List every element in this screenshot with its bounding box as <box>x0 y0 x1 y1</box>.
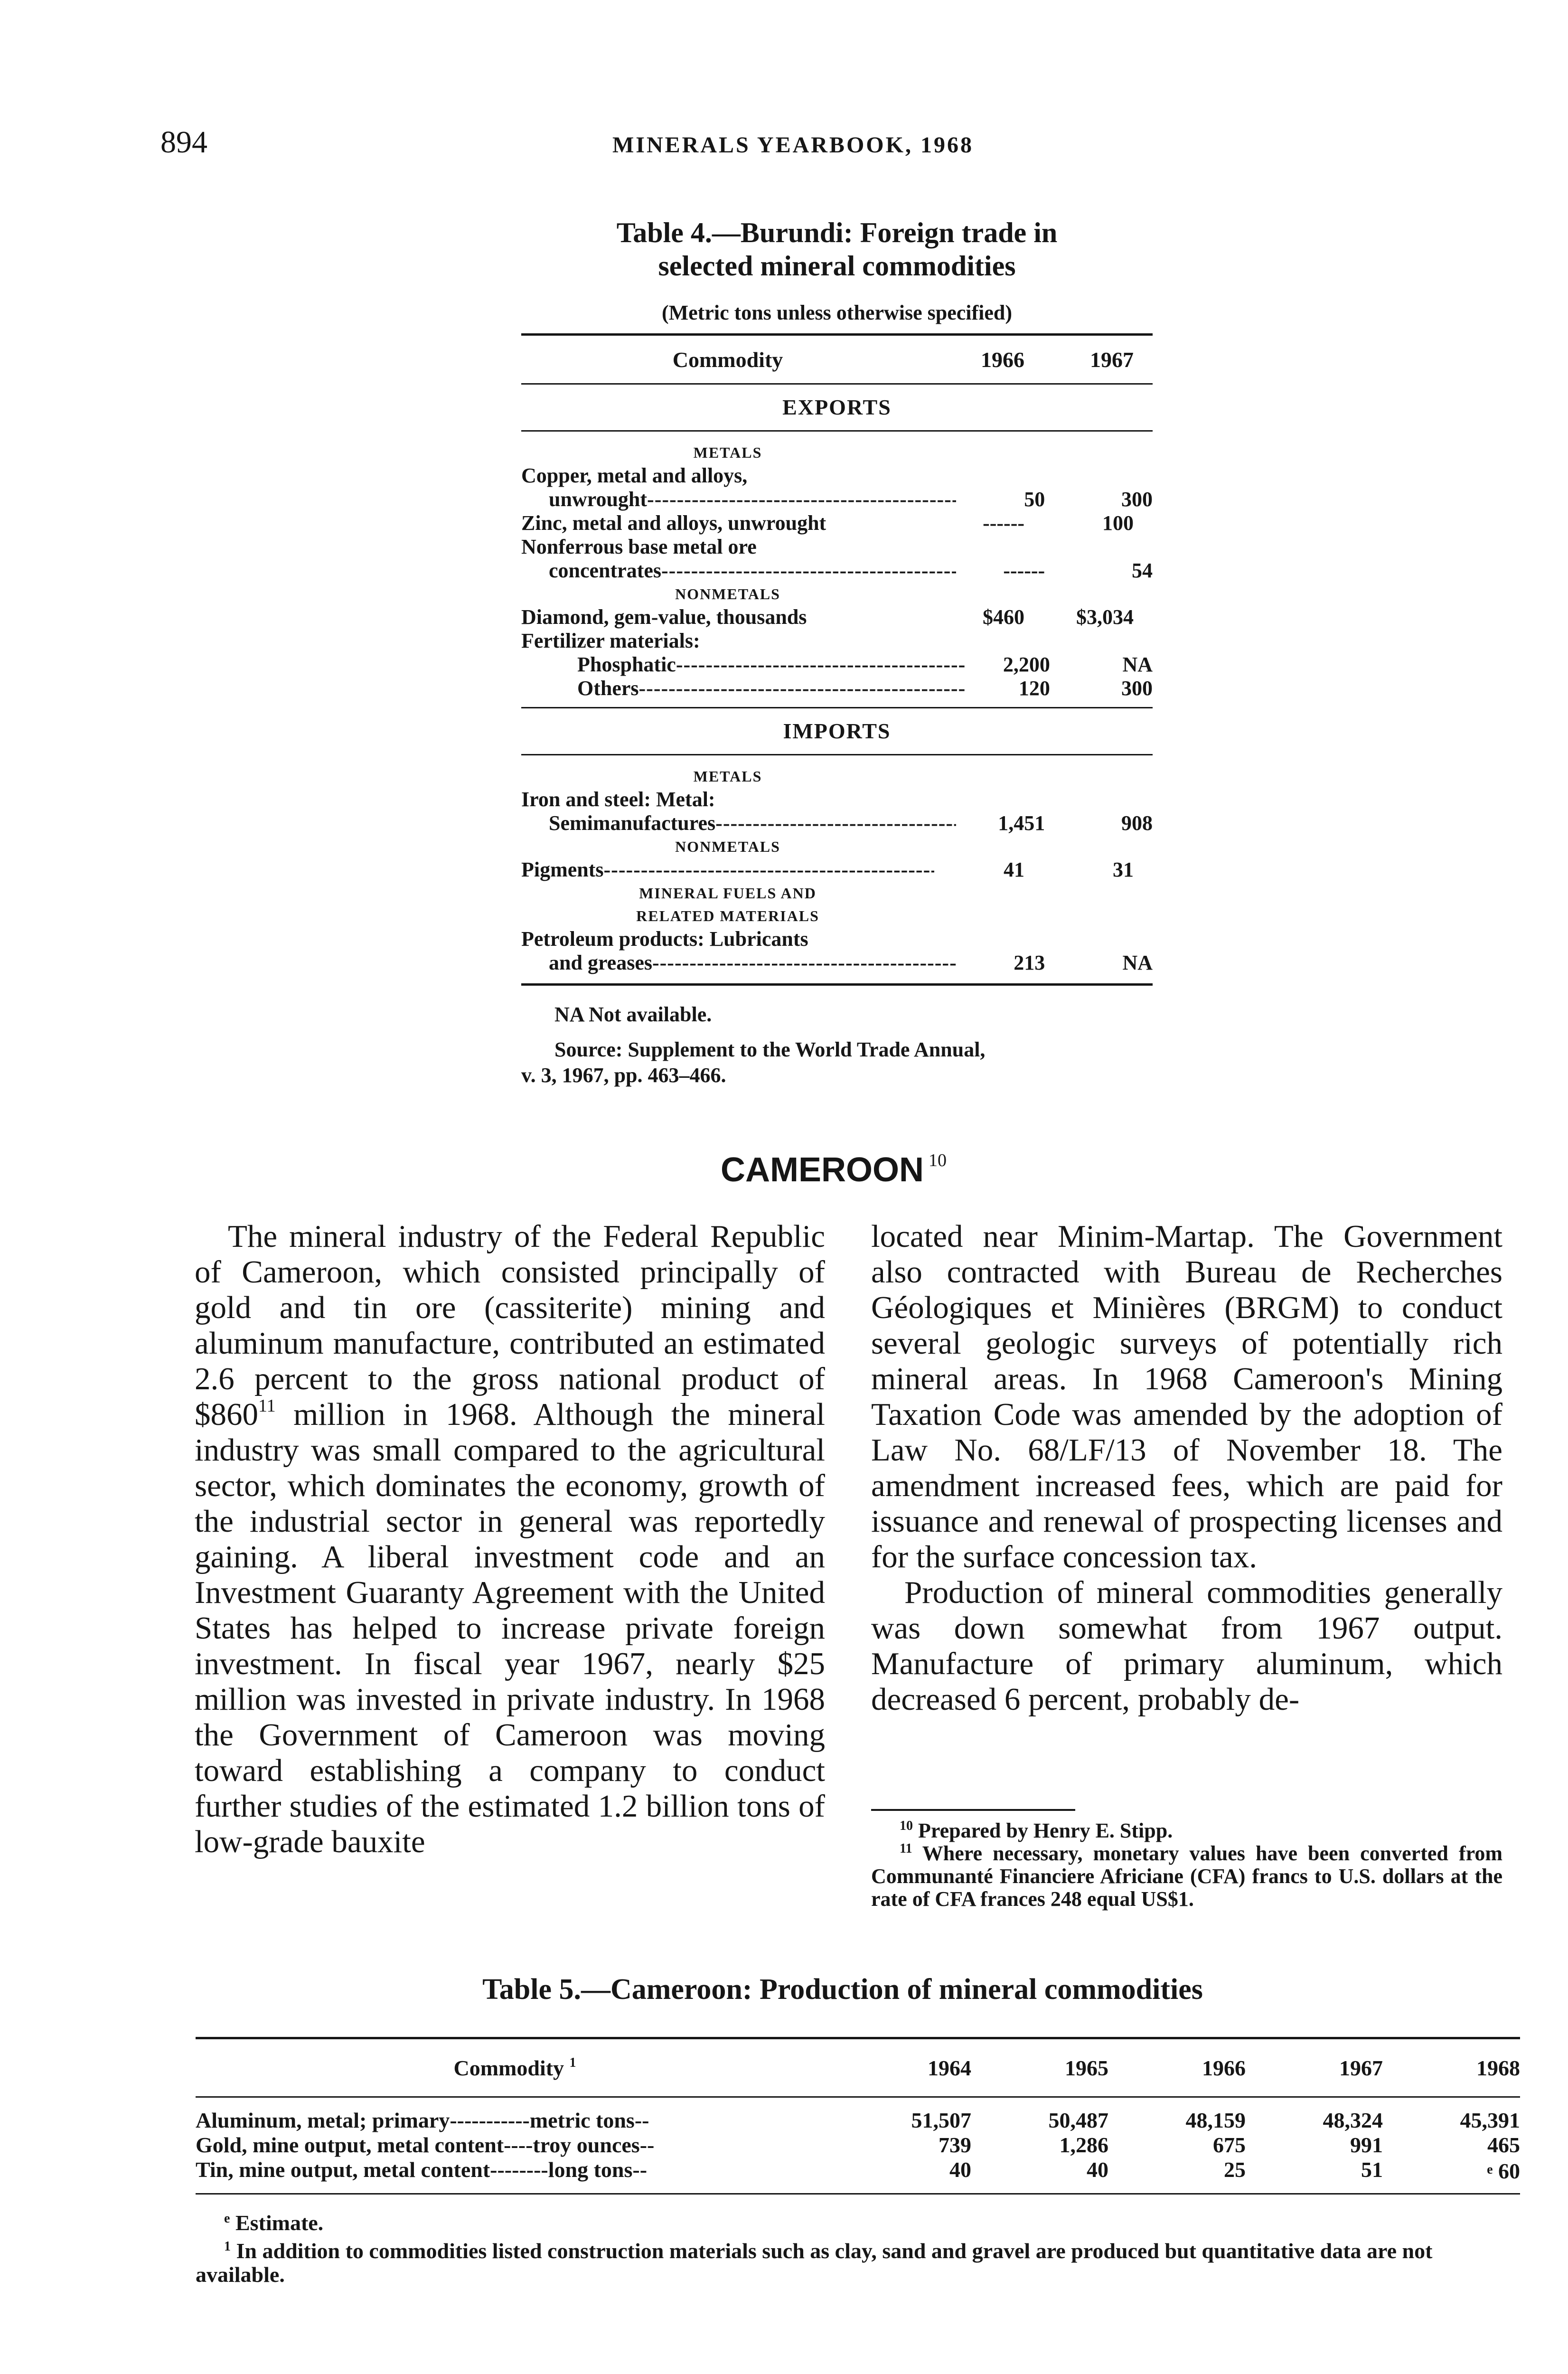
cell-1966: 2,200 <box>1003 653 1050 676</box>
table-row <box>521 811 1153 835</box>
leader-dots <box>647 488 956 511</box>
cell-value: 50,487 <box>1048 2108 1108 2132</box>
row-label-text: Aluminum, metal; primary <box>196 2108 450 2132</box>
table-rule <box>196 2193 1520 2195</box>
col-header-commodity <box>196 2055 834 2081</box>
table-row <box>521 677 1153 700</box>
row-label-text: Gold, mine output, metal content <box>196 2133 504 2157</box>
table-5-body <box>196 2098 1520 2193</box>
cell-1967: 908 <box>1121 811 1153 835</box>
row-label <box>521 677 965 700</box>
cell-value: 48,159 <box>1185 2108 1246 2132</box>
group-fuels-2: RELATED MATERIALS <box>636 907 819 924</box>
footnote-text: In addition to commodities listed construction materials such as clay, sand and gravel are produced but quantitative data are not available. <box>196 2239 1433 2287</box>
table-4-source-line1: Source: Supplement to the World Trade Annual, <box>554 1038 986 1061</box>
row-label-text: Phosphatic <box>577 653 676 676</box>
cell-1966: $460 <box>983 605 1024 629</box>
footnote-text: Prepared by Henry E. Stipp. <box>918 1819 1173 1842</box>
row-label-text: and greases <box>549 951 652 974</box>
table-row <box>521 605 1153 629</box>
table-4-note-na: NA Not available. <box>554 1003 712 1026</box>
cell-value: 40 <box>949 2157 971 2182</box>
row-label: Gold, mine output, metal content----troy ounces-- <box>196 2133 655 2157</box>
section-heading-cameroon <box>721 1150 947 1189</box>
cell-1966: ------ <box>1003 559 1045 582</box>
group-fuels-1: MINERAL FUELS AND <box>639 885 817 902</box>
cell-value: 48,324 <box>1323 2108 1383 2132</box>
table-row <box>521 488 1153 511</box>
row-label-text: Tin, mine output, metal content <box>196 2157 490 2182</box>
footnotes <box>871 1819 1502 1911</box>
row-label: Iron and steel: Metal: <box>521 788 715 811</box>
row-label <box>521 653 965 677</box>
table-row <box>196 2157 1520 2184</box>
cell-1967: 31 <box>1113 858 1134 881</box>
row-label: Nonferrous base metal ore <box>521 535 757 558</box>
table-4-burundi <box>521 216 1153 1088</box>
row-label: Zinc, metal and alloys, unwrought <box>521 511 826 535</box>
col-header-year: 1968 <box>1476 2055 1520 2080</box>
cell-value: 739 <box>939 2133 971 2157</box>
cell-value: 465 <box>1487 2133 1520 2157</box>
row-label <box>521 858 934 882</box>
footnote-10 <box>871 1819 1502 1842</box>
table-4-header-row <box>521 336 1153 383</box>
header-text: Commodity <box>453 2055 564 2080</box>
table-row <box>521 927 1153 951</box>
col-header-year: 1966 <box>1202 2055 1246 2080</box>
cell-value: 675 <box>1213 2133 1246 2157</box>
cell-1967: $3,034 <box>1076 605 1134 629</box>
row-label: Tin, mine output, metal content--------long tons-- <box>196 2157 648 2182</box>
group-metals: METALS <box>693 768 762 785</box>
row-label <box>521 811 956 835</box>
footnote-rule <box>871 1809 1075 1811</box>
leader-dots <box>652 951 956 974</box>
page-number: 894 <box>160 125 207 160</box>
row-label-text: Others <box>577 677 639 700</box>
table-rule <box>521 430 1153 432</box>
footnote-text: Estimate. <box>235 2211 324 2235</box>
cell-1966: ------ <box>983 511 1024 535</box>
table-rule <box>521 754 1153 755</box>
leader-dots <box>661 559 956 582</box>
col-header-year: 1964 <box>928 2055 971 2080</box>
body-column-right <box>871 1219 1502 1717</box>
table-row <box>196 2133 1520 2157</box>
cell-value: 45,391 <box>1460 2108 1520 2132</box>
cell-value: 51 <box>1361 2157 1383 2182</box>
row-unit: long tons <box>548 2157 633 2182</box>
row-label: Petroleum products: Lubricants <box>521 927 808 951</box>
section-exports: EXPORTS <box>782 395 892 419</box>
table-5-header-row <box>196 2039 1520 2096</box>
leader-dots <box>715 811 956 835</box>
row-label <box>521 559 956 583</box>
row-label: Fertilizer materials: <box>521 629 700 652</box>
col-header-commodity: Commodity <box>672 347 783 372</box>
footnote-ref: 11 <box>258 1396 276 1416</box>
col-header-year: 1967 <box>1339 2055 1383 2080</box>
col-header-1967: 1967 <box>1090 347 1134 372</box>
cell-1967: 100 <box>1102 511 1134 535</box>
body-column-left <box>195 1219 825 1860</box>
heading-text: CAMEROON <box>721 1151 924 1189</box>
cell-value: 40 <box>1087 2157 1108 2182</box>
paragraph: located near Minim-Martap. The Government also contracted with Bureau de Recherches Géologiques et Minières (BRGM) to conduct several geologic surveys of potentially rich mineral areas. In 1968 Cameroon's Mining Taxation Code was amended by the adoption of Law No. 68/LF/13 of November 18. The amendment increased fees, which are paid for issuance and renewal of prospecting licenses and for the surface concession tax. <box>871 1219 1502 1574</box>
footnote-number: 10 <box>900 1818 913 1833</box>
table-row <box>521 788 1153 811</box>
cell-1967: 54 <box>1132 559 1153 582</box>
table-5-title: Table 5.—Cameroon: Production of mineral commodities <box>482 1973 1203 2006</box>
cell-value: 60 <box>1498 2159 1520 2183</box>
table-row <box>521 535 1153 559</box>
cell-1966: 50 <box>1024 488 1045 511</box>
row-label <box>521 951 956 975</box>
table-row <box>521 951 1153 975</box>
table-5-cameroon <box>196 2037 1520 2287</box>
paragraph-text: million in 1968. Although the mineral industry was small compared to the agricultural sector, which dominates the economy, growth of the industrial sector in general was reportedly gaining. A liberal investment code and an Investment Guaranty Agreement with the United States has helped to increase private foreign investment. In fiscal year 1967, nearly $25 million was invested in private industry. In 1968 the Government of Cameroon was moving toward establishing a company to conduct further studies of the estimated 1.2 billion tons of low-grade bauxite <box>195 1397 825 1859</box>
group-nonmetals: NONMETALS <box>675 585 780 603</box>
cell-1967: 300 <box>1121 677 1153 700</box>
cell-1966: 213 <box>1014 951 1045 974</box>
cell-1966: 120 <box>1018 677 1050 700</box>
cell-value-estimate <box>1383 2157 1520 2184</box>
table-4-title-line1: Table 4.—Burundi: Foreign trade in <box>616 217 1058 248</box>
paragraph <box>195 1219 825 1860</box>
leader-dots <box>604 858 934 881</box>
row-label-text: Semimanufactures <box>549 811 716 835</box>
table-row <box>521 559 1153 583</box>
table-5-footnote-estimate <box>196 2207 1520 2235</box>
table-4-source-line2: v. 3, 1967, pp. 463–466. <box>521 1064 726 1087</box>
leader-dots <box>639 677 966 700</box>
footnote-number: 1 <box>224 2239 231 2254</box>
footnote-number: 11 <box>900 1841 912 1856</box>
col-header-1966: 1966 <box>981 347 1024 372</box>
cell-value: 1,286 <box>1059 2133 1108 2157</box>
table-5-footnote-1 <box>196 2235 1520 2287</box>
paragraph: Production of mineral commodities generally was down somewhat from 1967 output. Manufacture of primary aluminum, which decreased 6 percent, probably de- <box>871 1575 1502 1717</box>
row-label-text: unwrought <box>549 488 648 511</box>
col-header-year: 1965 <box>1065 2055 1108 2080</box>
table-row <box>521 464 1153 488</box>
table-row <box>521 511 1153 535</box>
cell-value: 25 <box>1224 2157 1246 2182</box>
row-unit: metric tons <box>529 2108 635 2132</box>
table-4-title-line2: selected mineral commodities <box>658 250 1016 282</box>
cell-1966: 1,451 <box>998 811 1045 835</box>
footnote-text: Where necessary, monetary values have been converted from Communanté Financiere Africiane (CFA) francs to U.S. dollars at the rate of CFA frances 248 equal US$1. <box>871 1842 1502 1911</box>
section-imports: IMPORTS <box>783 719 891 743</box>
row-label: Diamond, gem-value, thousands <box>521 605 807 629</box>
cell-value: 991 <box>1350 2133 1383 2157</box>
cell-1966: 41 <box>1004 858 1024 881</box>
footnote-ref: 10 <box>929 1150 947 1170</box>
table-row <box>196 2108 1520 2133</box>
paragraph-text: The mineral industry of the Federal Republic of Cameroon, which consisted principally of gold and tin ore (cassiterite) mining and aluminum manufacture, contributed an estimated 2.6 percent to the gross national product of $860 <box>195 1219 825 1432</box>
row-label <box>521 488 956 511</box>
table-4-subtitle: (Metric tons unless otherwise specified) <box>661 301 1013 324</box>
cell-1967: 300 <box>1121 488 1153 511</box>
estimate-mark: e <box>224 2211 230 2226</box>
table-row <box>521 858 1153 882</box>
leader-dots <box>676 653 966 676</box>
footnote-11 <box>871 1842 1502 1911</box>
table-row <box>521 629 1153 653</box>
group-nonmetals: NONMETALS <box>675 838 780 855</box>
row-label: Copper, metal and alloys, <box>521 464 748 487</box>
footnote-ref: 1 <box>569 2055 576 2070</box>
running-head: MINERALS YEARBOOK, 1968 <box>612 132 974 158</box>
row-label-text: Pigments <box>521 858 604 881</box>
group-metals: METALS <box>693 444 762 461</box>
cell-value: 51,507 <box>911 2108 971 2132</box>
row-unit: troy ounces <box>533 2133 640 2157</box>
cell-1967: NA <box>1122 653 1153 676</box>
row-label-text: concentrates <box>549 559 662 582</box>
cell-1967: NA <box>1122 951 1153 974</box>
estimate-mark: e <box>1487 2162 1493 2177</box>
table-rule <box>521 983 1153 986</box>
row-label: Aluminum, metal; primary-----------metric tons-- <box>196 2108 649 2132</box>
table-row <box>521 653 1153 677</box>
